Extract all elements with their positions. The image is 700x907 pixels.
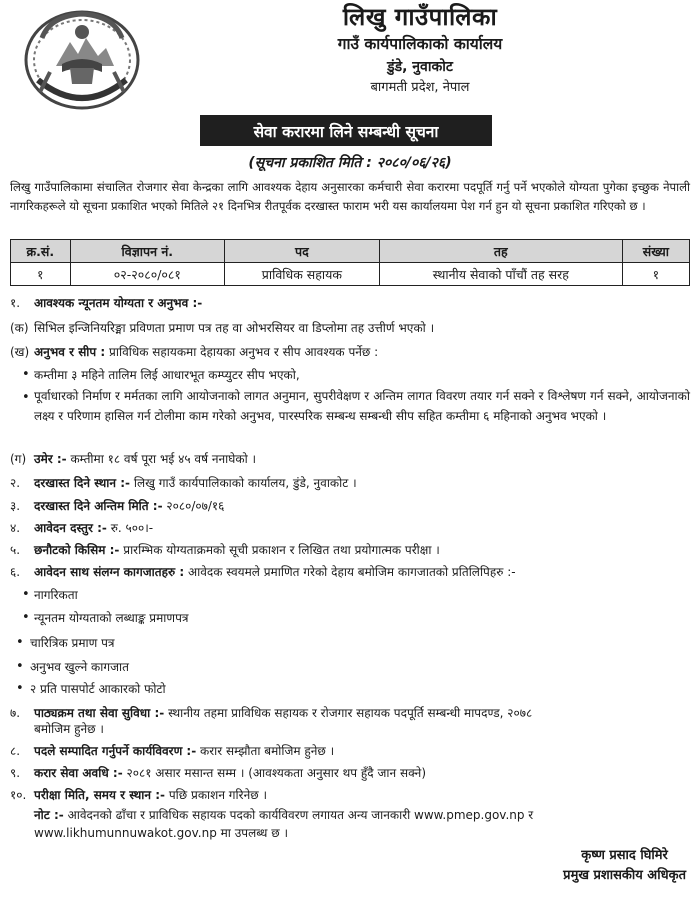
s8-text: करार सम्झौता बमोजिम हुनेछ । bbox=[200, 744, 335, 758]
bullet-icon: • bbox=[16, 659, 24, 674]
table-row bbox=[11, 263, 690, 286]
s10-title: परीक्षा मिति, समय र स्थान :- bbox=[34, 788, 166, 802]
s4-number: ४. bbox=[10, 521, 21, 535]
bullet-icon: • bbox=[16, 635, 24, 650]
s7-text-cont: बमोजिम हुनेछ । bbox=[34, 722, 104, 736]
cell-post: प्राविधिक सहायक bbox=[224, 263, 379, 286]
s10-number: १०. bbox=[10, 788, 27, 802]
s4-text: रु. ५००।- bbox=[110, 521, 154, 535]
s5-number: ५. bbox=[10, 543, 21, 557]
office-address: डुंडे, नुवाकोट bbox=[387, 59, 453, 75]
s2-title: दरखास्त दिने स्थान :- bbox=[34, 476, 131, 490]
s6-title: आवेदन साथ संलग्न कागजातहरु : bbox=[34, 565, 185, 579]
s5-text: प्रारम्भिक योग्यताक्रमको सूची प्रकाशन र लिखित तथा प्रयोगात्मक परीक्षा । bbox=[123, 543, 440, 557]
bullet-icon: • bbox=[22, 367, 30, 382]
s1-ga-prefix: (ग) bbox=[10, 452, 27, 466]
publish-date: (सूचना प्रकाशित मिति : २०८०/०६/२६) bbox=[248, 155, 452, 171]
nepal-emblem-icon bbox=[20, 8, 144, 112]
s1-kha-line bbox=[34, 343, 378, 361]
doc-item: न्यूनतम योग्यताको लब्धाङ्क प्रमाणपत्र bbox=[34, 611, 189, 625]
municipality-name: लिखु गाउँपालिका bbox=[342, 3, 498, 31]
note-title: नोट :- bbox=[34, 808, 64, 822]
doc-item: अनुभव खुल्ने कागजात bbox=[30, 660, 129, 674]
s1-ka-text: सिभिल इन्जिनियरिङ्मा प्रविणता प्रमाण पत्र तह वा ओभरसियर वा डिप्लोमा तह उत्तीर्ण भएको । bbox=[34, 321, 435, 335]
s5-line bbox=[34, 541, 440, 559]
header-post: पद bbox=[224, 240, 379, 263]
header-level: तह bbox=[379, 240, 622, 263]
bullet-icon: • bbox=[16, 681, 24, 696]
signature-block bbox=[563, 846, 686, 886]
s3-text: २०८०/०७/१६ bbox=[166, 499, 225, 513]
s9-title: करार सेवा अवधि :- bbox=[34, 766, 123, 780]
s8-number: ८. bbox=[10, 744, 21, 758]
s3-title: दरखास्त दिने अन्तिम मिति :- bbox=[34, 499, 163, 513]
bullet-icon: • bbox=[22, 587, 30, 602]
bullet-icon: • bbox=[22, 610, 30, 625]
header-ad-no: विज्ञापन नं. bbox=[70, 240, 224, 263]
s2-number: २. bbox=[10, 476, 21, 490]
s6-number: ६. bbox=[10, 565, 21, 579]
cell-ad-no: ०२-२०८०/०८१ bbox=[70, 263, 224, 286]
bullet-icon: • bbox=[22, 390, 30, 405]
vacancy-table bbox=[10, 239, 690, 286]
s1-kha-text: प्राविधिक सहायकमा देहायका अनुभव र सीप आवश्यक पर्नेछ : bbox=[109, 345, 379, 359]
s9-text: २०८१ असार मसान्त सम्म । (आवश्यकता अनुसार थप हुँदै जान सक्ने) bbox=[126, 766, 427, 780]
s1-ga-title: उमेर :- bbox=[34, 452, 67, 466]
province-line: बागमती प्रदेश, नेपाल bbox=[370, 80, 470, 95]
intro-paragraph: लिखु गाउँपालिकामा संचालित रोजगार सेवा केन्द्रका लागि आवश्यक देहाय अनुसारका कर्मचारी सेवा करारमा पदपूर्ति गर्नु पर्ने भएकोले योग्यता पुगेका इच्छुक नेपाली नागरिकहरूले यो सूचना प्रकाशित भएको मितिले २१ दिनभित्र रीतपूर्वक दरखास्त फाराम भरी यस कार्यालयमा पेश गर्न हुन यो सूचना प्रकाशित गरिएको छ । bbox=[10, 180, 690, 213]
s1-number: १. bbox=[10, 296, 21, 310]
s3-line bbox=[34, 497, 224, 515]
signatory-name: कृष्ण प्रसाद घिमिरे bbox=[581, 848, 668, 863]
s8-line bbox=[34, 742, 334, 760]
notice-title: सेवा करारमा लिने सम्बन्धी सूचना bbox=[200, 115, 492, 146]
s8-title: पदले सम्पादित गर्नुपर्ने कार्यविवरण :- bbox=[34, 744, 197, 758]
table-header-row bbox=[11, 240, 690, 263]
note-text: आवेदनको ढाँचा र प्राविधिक सहायक पदको कार्यविवरण लगायत अन्य जानकारी www.pmep.gov.np र bbox=[67, 808, 534, 822]
note-text-cont: www.likhumunnuwakot.gov.np मा उपलब्ध छ । bbox=[34, 826, 288, 840]
s3-number: ३. bbox=[10, 499, 21, 513]
office-name: गाउँ कार्यपालिकाको कार्यालय bbox=[337, 35, 503, 53]
s6-text: आवेदक स्वयमले प्रमाणित गरेको देहाय बमोजिम कागजातको प्रतिलिपिहरु :- bbox=[187, 565, 516, 579]
s1-bullet-1: कम्तीमा ३ महिने तालिम लिई आधारभूत कम्प्युटर सीप भएको, bbox=[34, 368, 300, 382]
office-header bbox=[150, 2, 690, 98]
s2-line bbox=[34, 474, 357, 492]
s7-text: स्थानीय तहमा प्राविधिक सहायक र रोजगार सहायक पदपूर्ति सम्बन्धी मापदण्ड, २०७८ bbox=[168, 706, 533, 720]
s1-kha-title: अनुभव र सीप : bbox=[34, 345, 106, 359]
s10-line bbox=[34, 786, 267, 804]
doc-item: नागरिकता bbox=[34, 588, 78, 602]
s1-kha-prefix: (ख) bbox=[10, 345, 30, 359]
s1-ga-line bbox=[34, 450, 256, 468]
cell-count: १ bbox=[622, 263, 689, 286]
s10-text: पछि प्रकाशन गरिनेछ । bbox=[168, 788, 268, 802]
doc-item: चारित्रिक प्रमाण पत्र bbox=[30, 636, 115, 650]
header-serial: क्र.सं. bbox=[11, 240, 71, 263]
header-count: संख्या bbox=[622, 240, 689, 263]
s4-line bbox=[34, 519, 153, 537]
s9-line bbox=[34, 764, 426, 782]
cell-serial: १ bbox=[11, 263, 71, 286]
s7-title: पाठ्यक्रम तथा सेवा सुविधा :- bbox=[34, 706, 165, 720]
doc-item: २ प्रति पासपोर्ट आकारको फोटो bbox=[30, 682, 166, 696]
signatory-designation: प्रमुख प्रशासकीय अधिकृत bbox=[563, 868, 686, 883]
s1-ka-prefix: (क) bbox=[10, 321, 29, 335]
s1-title: आवश्यक न्यूनतम योग्यता र अनुभव :- bbox=[34, 296, 203, 310]
s2-text: लिखु गाउँ कार्यपालिकाको कार्यालय, डुंडे, नुवाकोट । bbox=[133, 476, 357, 490]
s4-title: आवेदन दस्तुर :- bbox=[34, 521, 107, 535]
s9-number: ९. bbox=[10, 766, 21, 780]
note-line bbox=[34, 806, 533, 824]
s6-line bbox=[34, 563, 516, 581]
s7-number: ७. bbox=[10, 706, 21, 720]
s1-ga-text: कम्तीमा १८ वर्ष पूरा भई ४५ वर्ष ननाघेको । bbox=[70, 452, 257, 466]
cell-level: स्थानीय सेवाको पाँचौं तह सरह bbox=[379, 263, 622, 286]
s7-line bbox=[34, 704, 532, 722]
s1-bullet-2: पूर्वाधारको निर्माण र मर्मतका लागि आयोजनाको लागत अनुमान, सुपरीवेक्षण र अन्तिम लागत विवरण तयार गर्न सक्ने र विश्लेषण गर्न सक्ने, आयोजनाको लक्ष्य र परिणाम हासिल गर्न टोलीमा काम गरेको अनुभव, पारस्परिक सम्बन्ध सम्बन्धी सीप सहित कम्तीमा ६ महिनाको अनुभव भएको । bbox=[34, 389, 690, 423]
s5-title: छनौटको किसिम :- bbox=[34, 543, 120, 557]
